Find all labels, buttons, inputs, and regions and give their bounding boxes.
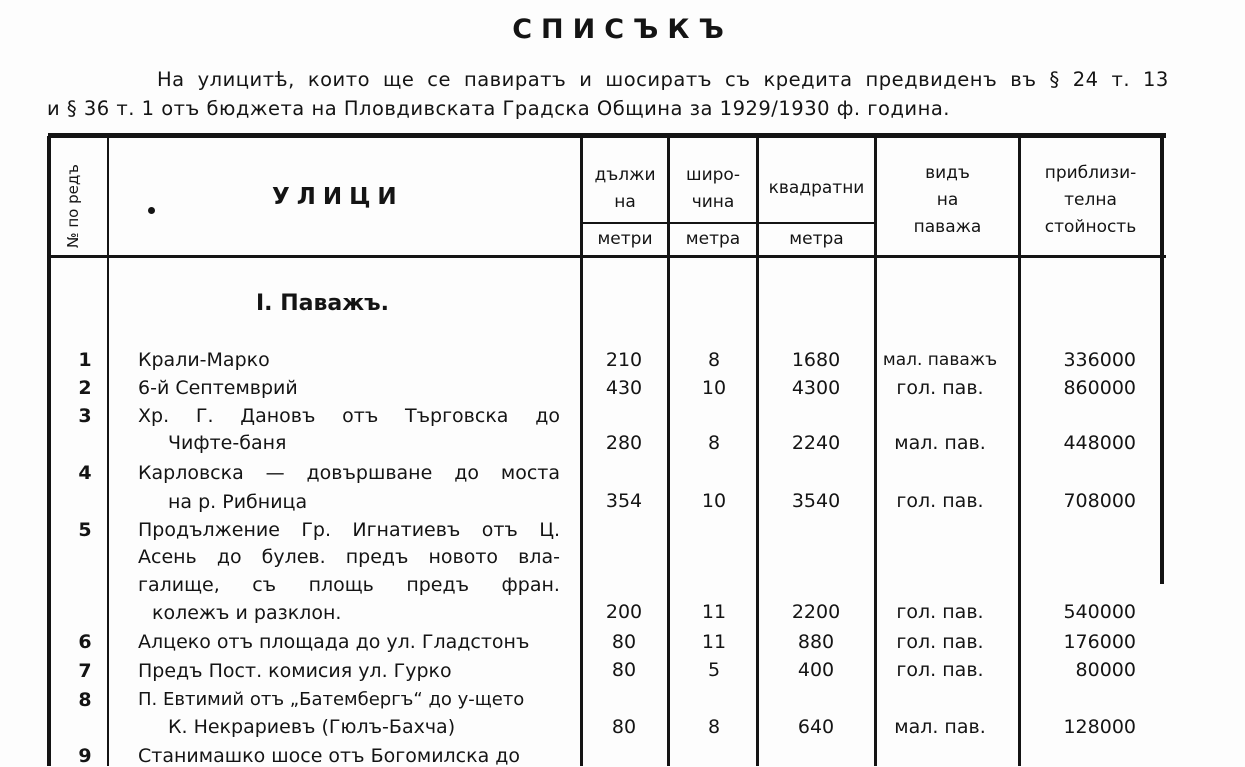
intro-word: и <box>579 68 593 91</box>
width-unit: метра <box>685 229 741 249</box>
row-number: 4 <box>78 462 92 484</box>
intro-word: се <box>427 68 451 91</box>
length-header: дължи на <box>594 165 656 212</box>
row-number: 1 <box>78 349 92 371</box>
street-name: Продължение Гр. Игнатиевъ отъ Ц. <box>138 519 560 541</box>
table-top-rule <box>48 133 1166 138</box>
width-value: 5 <box>707 659 721 681</box>
street-name: Крали-Марко <box>138 349 270 371</box>
area-value: 640 <box>797 716 835 738</box>
street-name: Предъ Пост. комисия ул. Гурко <box>138 660 452 682</box>
pavement-type: мал. пав. <box>894 432 986 454</box>
intro-word: които <box>307 68 370 91</box>
pavement-type: гол. пав. <box>896 631 984 653</box>
intro-word: кредита <box>763 68 853 91</box>
intro-word: павиратъ <box>463 68 567 91</box>
length-value: 430 <box>605 377 643 399</box>
row-number: 3 <box>78 405 92 427</box>
streets-header: УЛИЦИ <box>272 184 404 210</box>
street-name-continued: Чифте-баня <box>168 432 287 454</box>
width-value: 11 <box>701 631 727 653</box>
intro-word: т. <box>1111 68 1131 91</box>
pavement-type: гол. пав. <box>896 490 984 512</box>
length-value: 200 <box>605 601 643 623</box>
area-value: 3540 <box>791 490 841 512</box>
length-value: 80 <box>611 631 637 653</box>
width-value: 8 <box>707 716 721 738</box>
pavement-type: мал. пав. <box>894 716 986 738</box>
row-number: 7 <box>78 660 92 682</box>
area-value: 1680 <box>791 349 841 371</box>
length-value: 354 <box>605 490 643 512</box>
intro-line-1 <box>157 67 1169 93</box>
value-amount: 540000 <box>1063 601 1136 623</box>
section-title: I. Паважъ. <box>256 291 390 316</box>
area-value: 2200 <box>791 601 841 623</box>
value-amount: 860000 <box>1063 377 1136 399</box>
width-header: широ- чина <box>686 165 740 212</box>
width-value: 10 <box>701 490 727 512</box>
street-name-continued: на р. Рибница <box>168 491 308 513</box>
unit-row-rule <box>582 222 876 224</box>
intro-word: улицитѣ, <box>197 68 295 91</box>
row-number: 2 <box>78 377 92 399</box>
table-header-bottom-rule <box>48 255 1166 258</box>
area-value: 400 <box>797 659 835 681</box>
width-value: 11 <box>701 601 727 623</box>
length-value: 210 <box>605 349 643 371</box>
street-name-continued: К. Некрариевъ (Гюлъ-Бахча) <box>168 716 456 738</box>
length-value: 280 <box>605 432 643 454</box>
col-divider-no <box>107 136 109 766</box>
document-title: СПИСЪКЪ <box>512 14 733 45</box>
street-name-continued: галище, съ площь предъ фран. <box>138 574 560 596</box>
pavement-type-header: видъ на паважа <box>913 163 982 237</box>
intro-word: съ <box>724 68 751 91</box>
pavement-type: гол. пав. <box>896 659 984 681</box>
area-value: 2240 <box>791 432 841 454</box>
street-name-continued: колежъ и разклон. <box>152 602 342 624</box>
value-amount: 176000 <box>1063 631 1136 653</box>
intro-word: въ <box>1010 68 1037 91</box>
intro-word: шосиратъ <box>605 68 713 91</box>
header-dot <box>148 207 155 214</box>
value-amount: 708000 <box>1063 490 1136 512</box>
row-number: 9 <box>78 745 92 767</box>
intro-line-2: и § 36 т. 1 отъ бюджета на Пловдивската Градска Община за 1929/1930 ф. година. <box>47 97 950 120</box>
street-name: Алцеко отъ площада до ул. Гладстонъ <box>138 631 530 653</box>
intro-word: предвиденъ <box>865 68 998 91</box>
row-number-header: № по редъ <box>64 164 82 248</box>
area-header: квадратни <box>768 178 865 198</box>
intro-word: § <box>1049 68 1060 91</box>
street-name: П. Евтимий отъ „Батембергъ“ до у-щето <box>138 689 525 710</box>
street-name: 6-й Септемврий <box>138 377 298 399</box>
area-unit: метра <box>789 229 844 249</box>
value-amount: 80000 <box>1075 659 1136 681</box>
street-name-continued: Асень до булев. предъ новото вла- <box>138 546 560 568</box>
street-name: Карловска — довършване до моста <box>138 462 560 484</box>
table-left-border <box>47 136 51 766</box>
table-right-border <box>1160 136 1164 584</box>
pavement-type: гол. пав. <box>896 601 984 623</box>
length-value: 80 <box>611 716 637 738</box>
pavement-type: мал. паважъ <box>882 350 998 370</box>
intro-word: На <box>157 68 185 91</box>
value-header: приблизи- телна стойность <box>1044 163 1137 237</box>
width-value: 8 <box>707 432 721 454</box>
intro-word: 24 <box>1072 68 1099 91</box>
area-value: 4300 <box>791 377 841 399</box>
length-value: 80 <box>611 659 637 681</box>
value-amount: 128000 <box>1063 716 1136 738</box>
intro-word: ще <box>382 68 415 91</box>
street-name: Хр. Г. Дановъ отъ Търговска до <box>138 405 560 427</box>
length-unit: метри <box>597 229 653 249</box>
value-amount: 336000 <box>1063 349 1136 371</box>
pavement-type: гол. пав. <box>896 377 984 399</box>
width-value: 8 <box>707 349 721 371</box>
width-value: 10 <box>701 377 727 399</box>
area-value: 880 <box>797 631 835 653</box>
intro-word: 13 <box>1142 68 1169 91</box>
row-number: 8 <box>78 689 92 711</box>
row-number: 5 <box>78 519 92 541</box>
value-amount: 448000 <box>1063 432 1136 454</box>
street-name: Станимашко шосе отъ Богомилска до <box>138 745 521 767</box>
row-number: 6 <box>78 631 92 653</box>
